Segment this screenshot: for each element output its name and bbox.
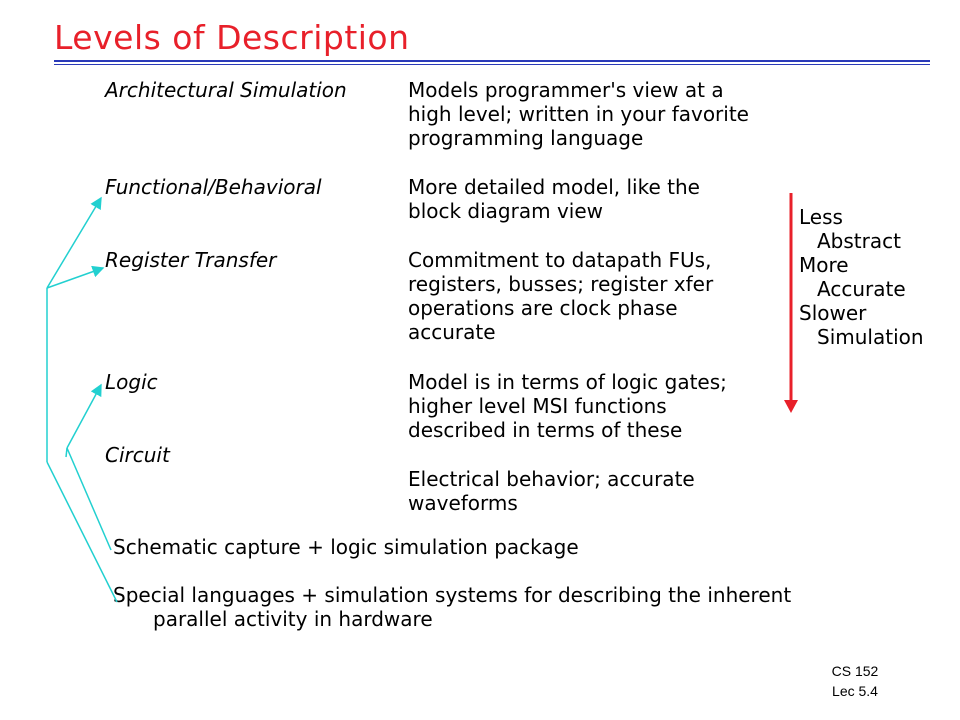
cyan-tick [66, 448, 67, 457]
footer-lecture: Lec 5.4 [832, 683, 878, 699]
level-name-circuit: Circuit [105, 443, 170, 467]
desc-line: Electrical behavior; accurate [408, 467, 695, 491]
desc-line: block diagram view [408, 199, 603, 223]
desc-line: Commitment to datapath FUs, [408, 248, 712, 272]
side-label-simulation: Simulation [817, 325, 924, 349]
cyan-arrow-functional [47, 198, 101, 288]
desc-line: operations are clock phase [408, 296, 678, 320]
level-name-register-transfer: Register Transfer [105, 248, 277, 272]
desc-line: described in terms of these [408, 418, 683, 442]
desc-line: More detailed model, like the [408, 175, 700, 199]
desc-line: Models programmer's view at a [408, 78, 724, 102]
desc-line: waveforms [408, 491, 518, 515]
desc-line: programming language [408, 126, 644, 150]
desc-line: high level; written in your favorite [408, 102, 749, 126]
level-name-functional: Functional/Behavioral [105, 175, 322, 199]
slide-title: Levels of Description [54, 18, 410, 57]
red-arrowhead [784, 400, 798, 413]
side-label-more: More [799, 253, 849, 277]
level-name-architectural: Architectural Simulation [105, 78, 347, 102]
cyan-arrow-logic [67, 385, 101, 448]
cyan-line-schematic [67, 448, 111, 550]
desc-line: higher level MSI functions [408, 394, 667, 418]
desc-line: registers, busses; register xfer [408, 272, 714, 296]
note-schematic: Schematic capture + logic simulation package [113, 535, 579, 559]
desc-line: accurate [408, 320, 496, 344]
side-label-less: Less [799, 205, 843, 229]
side-label-abstract: Abstract [817, 229, 901, 253]
side-label-slower: Slower [799, 301, 867, 325]
desc-line: Model is in terms of logic gates; [408, 370, 727, 394]
side-label-accurate: Accurate [817, 277, 906, 301]
note-line: Special languages + simulation systems for describing the inherent [113, 583, 792, 607]
level-name-logic: Logic [105, 370, 158, 394]
cyan-arrow-register [47, 268, 103, 288]
note-line: parallel activity in hardware [153, 607, 433, 631]
footer-course: CS 152 [831, 663, 879, 679]
